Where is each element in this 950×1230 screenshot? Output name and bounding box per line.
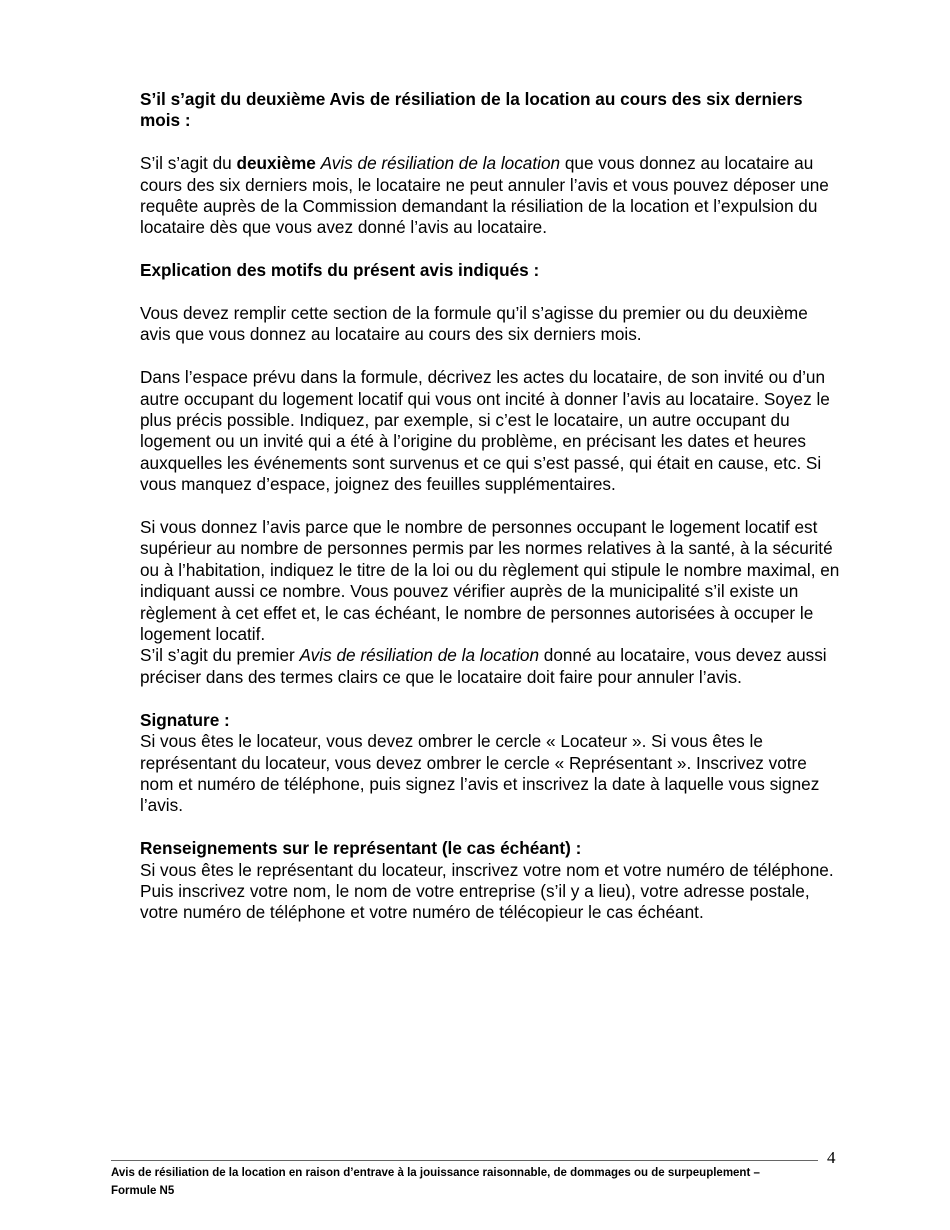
footer-line-2: Formule N5 bbox=[111, 1185, 175, 1197]
emphasis-deuxieme: deuxième bbox=[236, 153, 316, 174]
footer-form-title bbox=[111, 1164, 821, 1200]
signature-heading: Signature : bbox=[140, 709, 230, 730]
form-title-italic: Avis de résiliation de la location bbox=[299, 645, 540, 666]
reasons-paragraph-1: Vous devez remplir cette section de la formule qu’il s’agisse du premier ou du deuxième avis que vous donnez au locataire au cours des six derniers mois. bbox=[140, 303, 808, 345]
document-body bbox=[140, 89, 840, 924]
footer-divider bbox=[111, 1160, 818, 1161]
signature-paragraph: Si vous êtes le locateur, vous devez ombrer le cercle « Locateur ». Si vous êtes le représentant du locateur, vous devez ombrer le cercle « Représentant ». Inscrivez votre nom et numéro de téléphone, puis signez l’avis et inscrivez la date à laquelle vous signez l’avis. bbox=[140, 731, 820, 816]
footer-line-1: Avis de résiliation de la location en raison d’entrave à la jouissance raisonnable, de dommages ou de surpeuplement – bbox=[111, 1167, 760, 1179]
second-notice-heading: S’il s’agit du deuxième Avis de résiliation de la location au cours des six derniers mois : bbox=[140, 89, 803, 131]
form-title-italic: Avis de résiliation de la location bbox=[320, 153, 561, 174]
second-notice-paragraph: S’il s’agit du deuxième Avis de résiliation de la location que vous donnez au locataire au cours des six derniers mois, le locataire ne peut annuler l’avis et vous pouvez déposer une requête auprès de la Commission demandant la résiliation de la location et l’expulsion du locataire dès que vous avez donné l’avis au locataire. bbox=[140, 153, 829, 238]
reasons-paragraph-3: Si vous donnez l’avis parce que le nombre de personnes occupant le logement locatif est supérieur au nombre de personnes permis par les normes relatives à la santé, à la sécurité ou à l’habitation, indiquez le titre de la loi ou du règlement qui stipule le nombre maximal, en indiquant aussi ce nombre. Vous pouvez vérifier auprès de la municipalité s’il existe un règlement à cet effet et, le cas échéant, le nombre de personnes autorisées à occuper le logement locatif. bbox=[140, 517, 840, 645]
reasons-paragraph-4: S’il s’agit du premier Avis de résiliation de la location donné au locataire, vous devez aussi préciser dans des termes clairs ce que le locataire doit faire pour annuler l’avis. bbox=[140, 645, 827, 687]
reasons-heading: Explication des motifs du présent avis indiqués : bbox=[140, 260, 540, 281]
representative-heading: Renseignements sur le représentant (le cas échéant) : bbox=[140, 838, 582, 859]
page-number: 4 bbox=[827, 1148, 836, 1167]
reasons-paragraph-2: Dans l’espace prévu dans la formule, décrivez les actes du locataire, de son invité ou d’un autre occupant du logement locatif qui vous ont incité à donner l’avis au locataire. Soyez le plus précis possible. Indiquez, par exemple, si c’est le locataire, un autre occupant du logement ou un invité qui a été à l’origine du problème, en précisant les dates et heures auxquelles les événements sont survenus et ce qui s’est passé, qui était en cause, etc. Si vous manquez d’espace, joignez des feuilles supplémentaires. bbox=[140, 367, 830, 495]
representative-paragraph: Si vous êtes le représentant du locateur, inscrivez votre nom et votre numéro de téléphone. Puis inscrivez votre nom, le nom de votre entreprise (s’il y a lieu), votre adresse postale, votre numéro de téléphone et votre numéro de télécopieur le cas échéant. bbox=[140, 859, 834, 923]
